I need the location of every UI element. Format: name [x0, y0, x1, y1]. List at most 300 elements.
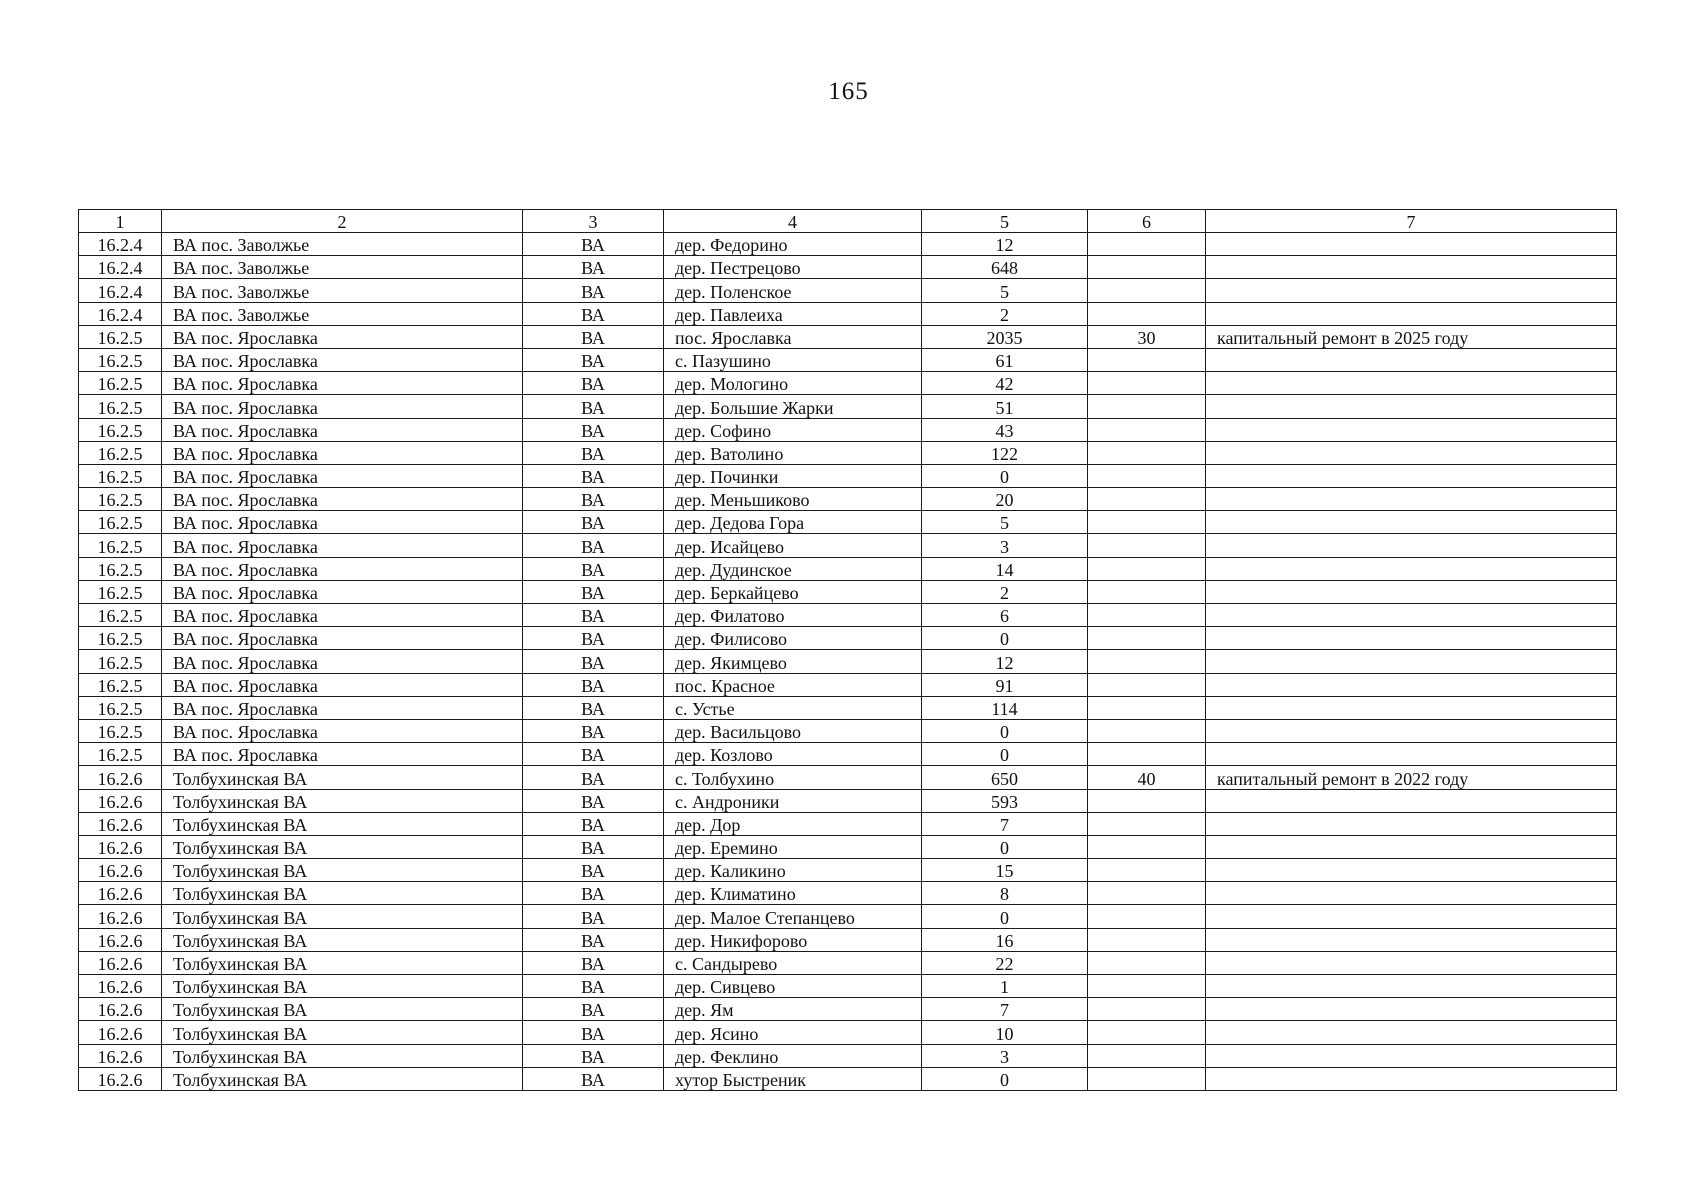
organization-cell: Толбухинская ВА — [162, 882, 523, 905]
header-row — [79, 210, 1617, 233]
table-row — [79, 835, 1617, 858]
table-row — [79, 719, 1617, 742]
table-row — [79, 418, 1617, 441]
row-number-cell: 16.2.5 — [79, 418, 162, 441]
value-cell: 91 — [922, 673, 1088, 696]
row-number-cell: 16.2.6 — [79, 1021, 162, 1044]
extra-value-cell — [1088, 650, 1206, 673]
type-cell: ВА — [523, 256, 664, 279]
organization-cell: ВА пос. Ярославка — [162, 348, 523, 371]
column-header-2: 2 — [162, 210, 523, 233]
settlement-cell: дер. Якимцево — [664, 650, 922, 673]
organization-cell: ВА пос. Ярославка — [162, 395, 523, 418]
value-cell: 0 — [922, 835, 1088, 858]
extra-value-cell — [1088, 812, 1206, 835]
value-cell: 0 — [922, 719, 1088, 742]
note-cell — [1206, 418, 1617, 441]
organization-cell: ВА пос. Ярославка — [162, 325, 523, 348]
value-cell: 7 — [922, 812, 1088, 835]
note-cell — [1206, 812, 1617, 835]
type-cell: ВА — [523, 1021, 664, 1044]
organization-cell: ВА пос. Ярославка — [162, 650, 523, 673]
settlement-cell: дер. Беркайцево — [664, 580, 922, 603]
column-header-4: 4 — [664, 210, 922, 233]
value-cell: 7 — [922, 998, 1088, 1021]
extra-value-cell — [1088, 418, 1206, 441]
table-row — [79, 279, 1617, 302]
table-row — [79, 975, 1617, 998]
value-cell: 0 — [922, 905, 1088, 928]
value-cell: 12 — [922, 650, 1088, 673]
type-cell: ВА — [523, 928, 664, 951]
row-number-cell: 16.2.5 — [79, 534, 162, 557]
extra-value-cell — [1088, 464, 1206, 487]
settlement-cell: дер. Дедова Гора — [664, 511, 922, 534]
note-cell — [1206, 441, 1617, 464]
organization-cell: ВА пос. Ярославка — [162, 604, 523, 627]
row-number-cell: 16.2.4 — [79, 279, 162, 302]
note-cell — [1206, 696, 1617, 719]
value-cell: 6 — [922, 604, 1088, 627]
table-row — [79, 650, 1617, 673]
settlement-cell: хутор Быстреник — [664, 1067, 922, 1090]
value-cell: 16 — [922, 928, 1088, 951]
row-number-cell: 16.2.6 — [79, 859, 162, 882]
extra-value-cell — [1088, 302, 1206, 325]
value-cell: 648 — [922, 256, 1088, 279]
table-row — [79, 256, 1617, 279]
value-cell: 10 — [922, 1021, 1088, 1044]
table-row — [79, 928, 1617, 951]
settlement-cell: дер. Исайцево — [664, 534, 922, 557]
settlement-cell: с. Сандырево — [664, 951, 922, 974]
note-cell: капитальный ремонт в 2022 году — [1206, 766, 1617, 789]
row-number-cell: 16.2.6 — [79, 766, 162, 789]
settlement-cell: дер. Ватолино — [664, 441, 922, 464]
value-cell: 15 — [922, 859, 1088, 882]
note-cell — [1206, 627, 1617, 650]
row-number-cell: 16.2.5 — [79, 511, 162, 534]
value-cell: 42 — [922, 372, 1088, 395]
row-number-cell: 16.2.5 — [79, 627, 162, 650]
value-cell: 650 — [922, 766, 1088, 789]
extra-value-cell — [1088, 743, 1206, 766]
row-number-cell: 16.2.5 — [79, 719, 162, 742]
type-cell: ВА — [523, 998, 664, 1021]
settlement-cell: дер. Ясино — [664, 1021, 922, 1044]
value-cell: 3 — [922, 534, 1088, 557]
data-table-container — [78, 209, 1616, 1091]
note-cell — [1206, 859, 1617, 882]
type-cell: ВА — [523, 951, 664, 974]
type-cell: ВА — [523, 279, 664, 302]
type-cell: ВА — [523, 511, 664, 534]
row-number-cell: 16.2.5 — [79, 325, 162, 348]
row-number-cell: 16.2.5 — [79, 348, 162, 371]
type-cell: ВА — [523, 372, 664, 395]
type-cell: ВА — [523, 302, 664, 325]
note-cell — [1206, 464, 1617, 487]
table-row — [79, 325, 1617, 348]
row-number-cell: 16.2.5 — [79, 743, 162, 766]
note-cell — [1206, 975, 1617, 998]
value-cell: 61 — [922, 348, 1088, 371]
extra-value-cell — [1088, 975, 1206, 998]
note-cell — [1206, 279, 1617, 302]
organization-cell: Толбухинская ВА — [162, 789, 523, 812]
settlement-cell: дер. Дудинское — [664, 557, 922, 580]
type-cell: ВА — [523, 534, 664, 557]
column-header-7: 7 — [1206, 210, 1617, 233]
table-row — [79, 464, 1617, 487]
note-cell — [1206, 673, 1617, 696]
organization-cell: ВА пос. Ярославка — [162, 488, 523, 511]
organization-cell: Толбухинская ВА — [162, 859, 523, 882]
note-cell — [1206, 928, 1617, 951]
organization-cell: ВА пос. Заволжье — [162, 302, 523, 325]
type-cell: ВА — [523, 325, 664, 348]
table-row — [79, 1021, 1617, 1044]
table-row — [79, 1067, 1617, 1090]
row-number-cell: 16.2.6 — [79, 812, 162, 835]
extra-value-cell — [1088, 696, 1206, 719]
table-row — [79, 395, 1617, 418]
note-cell: капитальный ремонт в 2025 году — [1206, 325, 1617, 348]
type-cell: ВА — [523, 1067, 664, 1090]
extra-value-cell — [1088, 998, 1206, 1021]
value-cell: 14 — [922, 557, 1088, 580]
organization-cell: ВА пос. Ярославка — [162, 534, 523, 557]
table-row — [79, 1044, 1617, 1067]
organization-cell: ВА пос. Заволжье — [162, 233, 523, 256]
settlement-cell: пос. Красное — [664, 673, 922, 696]
note-cell — [1206, 743, 1617, 766]
row-number-cell: 16.2.5 — [79, 557, 162, 580]
value-cell: 5 — [922, 511, 1088, 534]
note-cell — [1206, 905, 1617, 928]
value-cell: 5 — [922, 279, 1088, 302]
type-cell: ВА — [523, 627, 664, 650]
row-number-cell: 16.2.6 — [79, 905, 162, 928]
row-number-cell: 16.2.6 — [79, 882, 162, 905]
settlement-cell: дер. Поленское — [664, 279, 922, 302]
table-row — [79, 372, 1617, 395]
value-cell: 2 — [922, 580, 1088, 603]
row-number-cell: 16.2.5 — [79, 673, 162, 696]
settlement-cell: дер. Еремино — [664, 835, 922, 858]
note-cell — [1206, 372, 1617, 395]
column-header-6: 6 — [1088, 210, 1206, 233]
organization-cell: ВА пос. Ярославка — [162, 673, 523, 696]
table-row — [79, 998, 1617, 1021]
row-number-cell: 16.2.5 — [79, 464, 162, 487]
table-row — [79, 812, 1617, 835]
extra-value-cell: 40 — [1088, 766, 1206, 789]
organization-cell: ВА пос. Ярославка — [162, 418, 523, 441]
value-cell: 1 — [922, 975, 1088, 998]
row-number-cell: 16.2.5 — [79, 604, 162, 627]
table-row — [79, 951, 1617, 974]
column-header-5: 5 — [922, 210, 1088, 233]
row-number-cell: 16.2.6 — [79, 975, 162, 998]
organization-cell: Толбухинская ВА — [162, 766, 523, 789]
extra-value-cell — [1088, 395, 1206, 418]
type-cell: ВА — [523, 580, 664, 603]
note-cell — [1206, 256, 1617, 279]
organization-cell: ВА пос. Ярославка — [162, 627, 523, 650]
value-cell: 0 — [922, 1067, 1088, 1090]
value-cell: 22 — [922, 951, 1088, 974]
extra-value-cell — [1088, 580, 1206, 603]
type-cell: ВА — [523, 441, 664, 464]
settlement-cell: дер. Меньшиково — [664, 488, 922, 511]
table-row — [79, 511, 1617, 534]
value-cell: 0 — [922, 627, 1088, 650]
type-cell: ВА — [523, 835, 664, 858]
note-cell — [1206, 719, 1617, 742]
table-row — [79, 441, 1617, 464]
extra-value-cell — [1088, 1067, 1206, 1090]
row-number-cell: 16.2.4 — [79, 256, 162, 279]
table-row — [79, 743, 1617, 766]
extra-value-cell — [1088, 372, 1206, 395]
row-number-cell: 16.2.5 — [79, 696, 162, 719]
extra-value-cell — [1088, 1044, 1206, 1067]
row-number-cell: 16.2.6 — [79, 1067, 162, 1090]
extra-value-cell — [1088, 1021, 1206, 1044]
settlement-cell: дер. Федорино — [664, 233, 922, 256]
note-cell — [1206, 1067, 1617, 1090]
type-cell: ВА — [523, 488, 664, 511]
row-number-cell: 16.2.5 — [79, 441, 162, 464]
settlement-cell: дер. Павлеиха — [664, 302, 922, 325]
organization-cell: Толбухинская ВА — [162, 928, 523, 951]
type-cell: ВА — [523, 905, 664, 928]
organization-cell: ВА пос. Ярославка — [162, 580, 523, 603]
note-cell — [1206, 650, 1617, 673]
organization-cell: Толбухинская ВА — [162, 1067, 523, 1090]
type-cell: ВА — [523, 859, 664, 882]
table-row — [79, 534, 1617, 557]
type-cell: ВА — [523, 812, 664, 835]
extra-value-cell — [1088, 441, 1206, 464]
settlement-cell: с. Толбухино — [664, 766, 922, 789]
type-cell: ВА — [523, 673, 664, 696]
extra-value-cell — [1088, 604, 1206, 627]
row-number-cell: 16.2.6 — [79, 835, 162, 858]
organization-cell: Толбухинская ВА — [162, 1044, 523, 1067]
note-cell — [1206, 998, 1617, 1021]
organization-cell: ВА пос. Ярославка — [162, 441, 523, 464]
extra-value-cell — [1088, 256, 1206, 279]
extra-value-cell: 30 — [1088, 325, 1206, 348]
organization-cell: ВА пос. Ярославка — [162, 743, 523, 766]
type-cell: ВА — [523, 975, 664, 998]
row-number-cell: 16.2.5 — [79, 488, 162, 511]
note-cell — [1206, 488, 1617, 511]
table-body — [79, 233, 1617, 1091]
settlement-cell: дер. Починки — [664, 464, 922, 487]
extra-value-cell — [1088, 928, 1206, 951]
settlement-cell: дер. Сивцево — [664, 975, 922, 998]
type-cell: ВА — [523, 789, 664, 812]
type-cell: ВА — [523, 766, 664, 789]
extra-value-cell — [1088, 279, 1206, 302]
extra-value-cell — [1088, 789, 1206, 812]
row-number-cell: 16.2.5 — [79, 372, 162, 395]
settlement-cell: дер. Софино — [664, 418, 922, 441]
note-cell — [1206, 511, 1617, 534]
settlement-cell: дер. Малое Степанцево — [664, 905, 922, 928]
type-cell: ВА — [523, 557, 664, 580]
note-cell — [1206, 951, 1617, 974]
value-cell: 122 — [922, 441, 1088, 464]
row-number-cell: 16.2.6 — [79, 1044, 162, 1067]
value-cell: 51 — [922, 395, 1088, 418]
settlement-cell: дер. Филисово — [664, 627, 922, 650]
type-cell: ВА — [523, 719, 664, 742]
organization-cell: Толбухинская ВА — [162, 835, 523, 858]
type-cell: ВА — [523, 464, 664, 487]
row-number-cell: 16.2.5 — [79, 395, 162, 418]
settlement-cell: дер. Каликино — [664, 859, 922, 882]
organization-cell: ВА пос. Ярославка — [162, 511, 523, 534]
table-row — [79, 766, 1617, 789]
table-row — [79, 580, 1617, 603]
table-row — [79, 604, 1617, 627]
table-row — [79, 882, 1617, 905]
extra-value-cell — [1088, 627, 1206, 650]
settlement-cell: дер. Филатово — [664, 604, 922, 627]
settlement-cell: дер. Дор — [664, 812, 922, 835]
note-cell — [1206, 789, 1617, 812]
organization-cell: ВА пос. Заволжье — [162, 256, 523, 279]
table-row — [79, 859, 1617, 882]
type-cell: ВА — [523, 743, 664, 766]
extra-value-cell — [1088, 835, 1206, 858]
type-cell: ВА — [523, 348, 664, 371]
extra-value-cell — [1088, 905, 1206, 928]
table-row — [79, 789, 1617, 812]
organization-cell: ВА пос. Ярославка — [162, 557, 523, 580]
table-row — [79, 302, 1617, 325]
organization-cell: Толбухинская ВА — [162, 998, 523, 1021]
settlement-cell: с. Устье — [664, 696, 922, 719]
type-cell: ВА — [523, 696, 664, 719]
note-cell — [1206, 534, 1617, 557]
page-number: 165 — [828, 78, 869, 105]
row-number-cell: 16.2.6 — [79, 928, 162, 951]
settlement-cell: дер. Ям — [664, 998, 922, 1021]
type-cell: ВА — [523, 604, 664, 627]
row-number-cell: 16.2.5 — [79, 650, 162, 673]
extra-value-cell — [1088, 488, 1206, 511]
value-cell: 8 — [922, 882, 1088, 905]
extra-value-cell — [1088, 511, 1206, 534]
settlement-cell: с. Пазушино — [664, 348, 922, 371]
settlement-cell: дер. Мологино — [664, 372, 922, 395]
organization-cell: Толбухинская ВА — [162, 1021, 523, 1044]
extra-value-cell — [1088, 673, 1206, 696]
row-number-cell: 16.2.6 — [79, 951, 162, 974]
settlement-cell: дер. Васильцово — [664, 719, 922, 742]
settlement-cell: дер. Большие Жарки — [664, 395, 922, 418]
organization-cell: Толбухинская ВА — [162, 905, 523, 928]
note-cell — [1206, 604, 1617, 627]
settlement-cell: дер. Феклино — [664, 1044, 922, 1067]
type-cell: ВА — [523, 882, 664, 905]
note-cell — [1206, 233, 1617, 256]
extra-value-cell — [1088, 859, 1206, 882]
note-cell — [1206, 835, 1617, 858]
organization-cell: ВА пос. Ярославка — [162, 719, 523, 742]
note-cell — [1206, 580, 1617, 603]
note-cell — [1206, 557, 1617, 580]
row-number-cell: 16.2.4 — [79, 302, 162, 325]
settlement-cell: дер. Козлово — [664, 743, 922, 766]
settlement-cell: с. Андроники — [664, 789, 922, 812]
note-cell — [1206, 302, 1617, 325]
data-table — [78, 209, 1617, 1091]
note-cell — [1206, 1044, 1617, 1067]
value-cell: 2 — [922, 302, 1088, 325]
organization-cell: Толбухинская ВА — [162, 975, 523, 998]
value-cell: 2035 — [922, 325, 1088, 348]
table-row — [79, 905, 1617, 928]
table-row — [79, 627, 1617, 650]
note-cell — [1206, 882, 1617, 905]
value-cell: 114 — [922, 696, 1088, 719]
type-cell: ВА — [523, 1044, 664, 1067]
value-cell: 0 — [922, 743, 1088, 766]
type-cell: ВА — [523, 418, 664, 441]
value-cell: 3 — [922, 1044, 1088, 1067]
extra-value-cell — [1088, 719, 1206, 742]
extra-value-cell — [1088, 348, 1206, 371]
note-cell — [1206, 1021, 1617, 1044]
organization-cell: Толбухинская ВА — [162, 812, 523, 835]
type-cell: ВА — [523, 233, 664, 256]
table-row — [79, 348, 1617, 371]
value-cell: 593 — [922, 789, 1088, 812]
organization-cell: ВА пос. Ярославка — [162, 696, 523, 719]
value-cell: 20 — [922, 488, 1088, 511]
value-cell: 0 — [922, 464, 1088, 487]
table-row — [79, 673, 1617, 696]
value-cell: 12 — [922, 233, 1088, 256]
row-number-cell: 16.2.6 — [79, 789, 162, 812]
column-header-1: 1 — [79, 210, 162, 233]
row-number-cell: 16.2.4 — [79, 233, 162, 256]
extra-value-cell — [1088, 951, 1206, 974]
settlement-cell: пос. Ярославка — [664, 325, 922, 348]
note-cell — [1206, 348, 1617, 371]
settlement-cell: дер. Никифорово — [664, 928, 922, 951]
settlement-cell: дер. Пестрецово — [664, 256, 922, 279]
row-number-cell: 16.2.5 — [79, 580, 162, 603]
type-cell: ВА — [523, 395, 664, 418]
extra-value-cell — [1088, 882, 1206, 905]
extra-value-cell — [1088, 557, 1206, 580]
organization-cell: ВА пос. Заволжье — [162, 279, 523, 302]
value-cell: 43 — [922, 418, 1088, 441]
extra-value-cell — [1088, 233, 1206, 256]
row-number-cell: 16.2.6 — [79, 998, 162, 1021]
column-header-3: 3 — [523, 210, 664, 233]
table-row — [79, 233, 1617, 256]
extra-value-cell — [1088, 534, 1206, 557]
organization-cell: ВА пос. Ярославка — [162, 372, 523, 395]
